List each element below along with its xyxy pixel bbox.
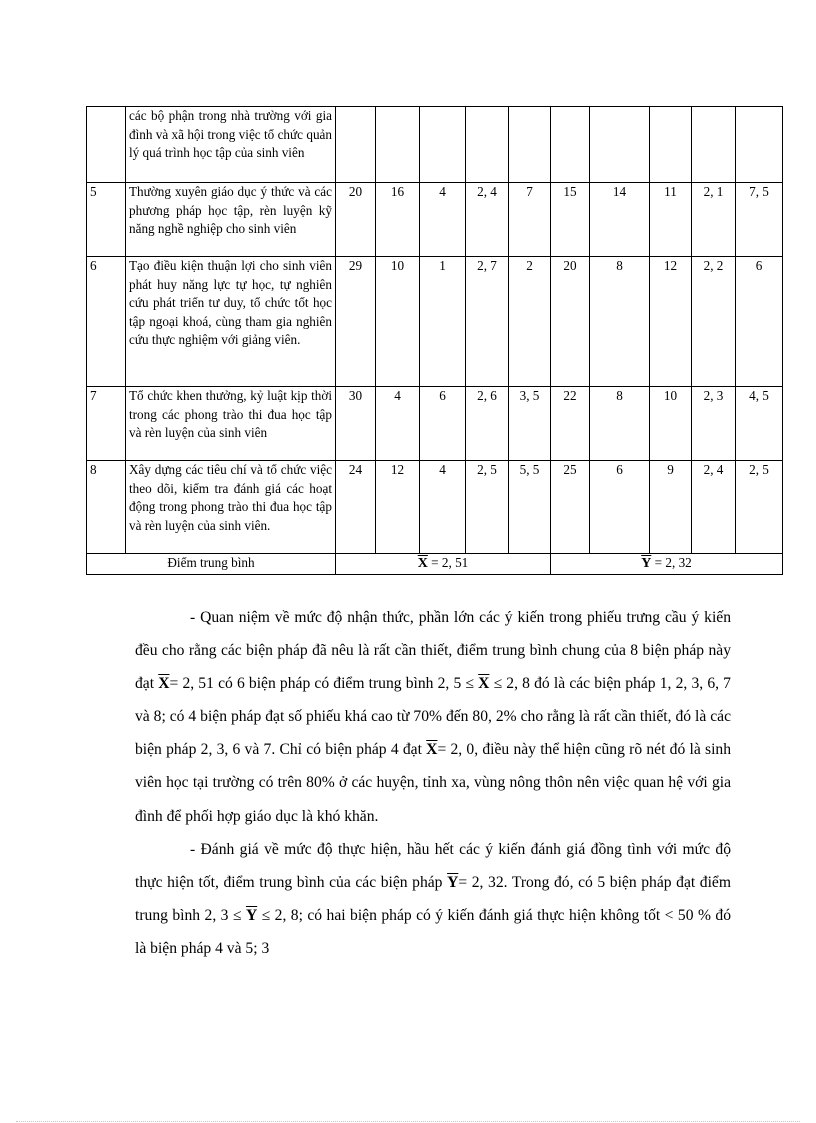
table-row: [87, 107, 783, 183]
table-cell: 22: [551, 387, 590, 461]
survey-results-table: [86, 106, 783, 575]
measure-number: 6: [87, 257, 126, 387]
average-label: Điểm trung bình: [87, 554, 336, 575]
measure-number: 5: [87, 183, 126, 257]
table-cell: 2, 4: [692, 461, 736, 554]
measure-number: [87, 107, 126, 183]
x-bar-symbol: $\overline{X}$: [417, 556, 428, 571]
table-cell: 2, 5: [736, 461, 783, 554]
table-cell: 12: [376, 461, 420, 554]
table-cell: 10: [376, 257, 420, 387]
table-cell: 2, 7: [466, 257, 509, 387]
table-cell: 1: [420, 257, 466, 387]
table-cell: [590, 107, 650, 183]
measure-number: 7: [87, 387, 126, 461]
analysis-text: [135, 601, 731, 965]
table-body: [87, 107, 783, 554]
table-cell: 30: [336, 387, 376, 461]
table-row: [87, 461, 783, 554]
measure-description: Tổ chức khen thưởng, kỷ luật kịp thời trong các phong trào thi đua học tập và rèn luyện của sinh viên: [126, 387, 336, 461]
table-cell: [551, 107, 590, 183]
table-row: [87, 257, 783, 387]
table-cell: 6: [420, 387, 466, 461]
table-cell: 7: [509, 183, 551, 257]
table-cell: 16: [376, 183, 420, 257]
table-cell: 15: [551, 183, 590, 257]
y-bar-symbol: $\overline{Y}$: [245, 906, 258, 924]
table-row: [87, 387, 783, 461]
table-cell: [692, 107, 736, 183]
x-bar-symbol: $\overline{X}$: [478, 675, 490, 693]
table-cell: 2, 5: [466, 461, 509, 554]
table-cell: [336, 107, 376, 183]
y-bar-symbol: $\overline{Y}$: [641, 556, 652, 571]
x-bar-symbol: $\overline{X}$: [426, 741, 438, 759]
table-cell: 3, 5: [509, 387, 551, 461]
table-cell: [509, 107, 551, 183]
paragraph-awareness: - Quan niệm về mức độ nhận thức, phần lớn các ý kiến trong phiếu trưng cầu ý kiến đều cho rằng các biện pháp đã nêu là rất cần thiết, điểm trung bình chung của 8 biện pháp này đạt $\overline{X}= 2$, 51 có 6 biện pháp có điểm trung bình 2, $5 \le \overline{X} \le 2$, 8 đó là các biện pháp 1, 2, 3, 6, 7 và 8; có 4 biện pháp đạt số phiếu khá cao từ 70% đến 80, 2% cho rằng là rất cần thiết, đó là các biện pháp 2, 3, 6 và 7. Chỉ có biện pháp 4 đạt $\overline{X}= 2$, 0, điều này thể hiện cũng rõ nét đó là sinh viên học tại trường có trên 80% ở các huyện, tỉnh xa, vùng nông thôn nên việc quan hệ với gia đình để phối hợp giáo dục là khó khăn.: [135, 609, 731, 825]
table-cell: 4, 5: [736, 387, 783, 461]
table-cell: 9: [650, 461, 692, 554]
table-cell: 24: [336, 461, 376, 554]
table-cell: [736, 107, 783, 183]
table-cell: 20: [551, 257, 590, 387]
table-cell: 5, 5: [509, 461, 551, 554]
measure-description: Tạo điều kiện thuận lợi cho sinh viên phát huy năng lực tự học, tự nghiên cứu phát triển tư duy, tổ chức tốt học tập ngoại khoá, cùng tham gia nghiên cứu thực nghiệm với giảng viên.: [126, 257, 336, 387]
table-cell: 20: [336, 183, 376, 257]
table-cell: 10: [650, 387, 692, 461]
table-cell: [376, 107, 420, 183]
average-x-value: = 2, 51: [427, 555, 469, 570]
table-cell: [420, 107, 466, 183]
table-cell: 6: [736, 257, 783, 387]
table-cell: 29: [336, 257, 376, 387]
table-cell: 8: [590, 387, 650, 461]
table-cell: 25: [551, 461, 590, 554]
average-y-value: = 2, 32: [651, 555, 692, 570]
table-cell: 12: [650, 257, 692, 387]
table-cell: 11: [650, 183, 692, 257]
table-row: [87, 183, 783, 257]
x-bar-symbol: $\overline{X}$: [158, 675, 170, 693]
table-cell: 8: [590, 257, 650, 387]
measure-number: 8: [87, 461, 126, 554]
table-cell: [650, 107, 692, 183]
measure-description: các bộ phận trong nhà trường với gia đình và xã hội trong việc tổ chức quản lý quá trình học tập của sinh viên: [126, 107, 336, 183]
table-cell: 14: [590, 183, 650, 257]
table-cell: 2, 3: [692, 387, 736, 461]
measure-description: Thường xuyên giáo dục ý thức và các phương pháp học tập, rèn luyện kỹ năng nghề nghiệp cho sinh viên: [126, 183, 336, 257]
table-cell: 2, 6: [466, 387, 509, 461]
measure-description: Xây dựng các tiêu chí và tổ chức việc theo dõi, kiểm tra đánh giá các hoạt động trong phong trào thi đua học tập và rèn luyện của sinh viên.: [126, 461, 336, 554]
table-cell: 4: [376, 387, 420, 461]
y-bar-symbol: $\overline{Y}$: [447, 873, 459, 891]
page-edge-divider: [16, 1121, 800, 1122]
table-cell: 4: [420, 183, 466, 257]
table-cell: [466, 107, 509, 183]
average-x-cell: [336, 554, 551, 575]
table-cell: 4: [420, 461, 466, 554]
table-cell: 2: [509, 257, 551, 387]
average-row: [87, 554, 783, 575]
table-cell: 2, 2: [692, 257, 736, 387]
paragraph-implementation: - Đánh giá về mức độ thực hiện, hầu hết các ý kiến đánh giá đồng tình với mức độ thực hiện tốt, điểm trung bình của các biện pháp $\overline{Y}= 2$, 32. Trong đó, có 5 biện pháp đạt điểm trung bình 2, $3 \le \overline{Y} \le 2$, 8; có hai biện pháp có ý kiến đánh giá thực hiện không tốt < 50 % đó là biện pháp 4 và 5; 3: [135, 840, 731, 957]
table-cell: 6: [590, 461, 650, 554]
table-cell: 2, 4: [466, 183, 509, 257]
average-y-cell: [551, 554, 783, 575]
table-cell: 2, 1: [692, 183, 736, 257]
table-cell: 7, 5: [736, 183, 783, 257]
